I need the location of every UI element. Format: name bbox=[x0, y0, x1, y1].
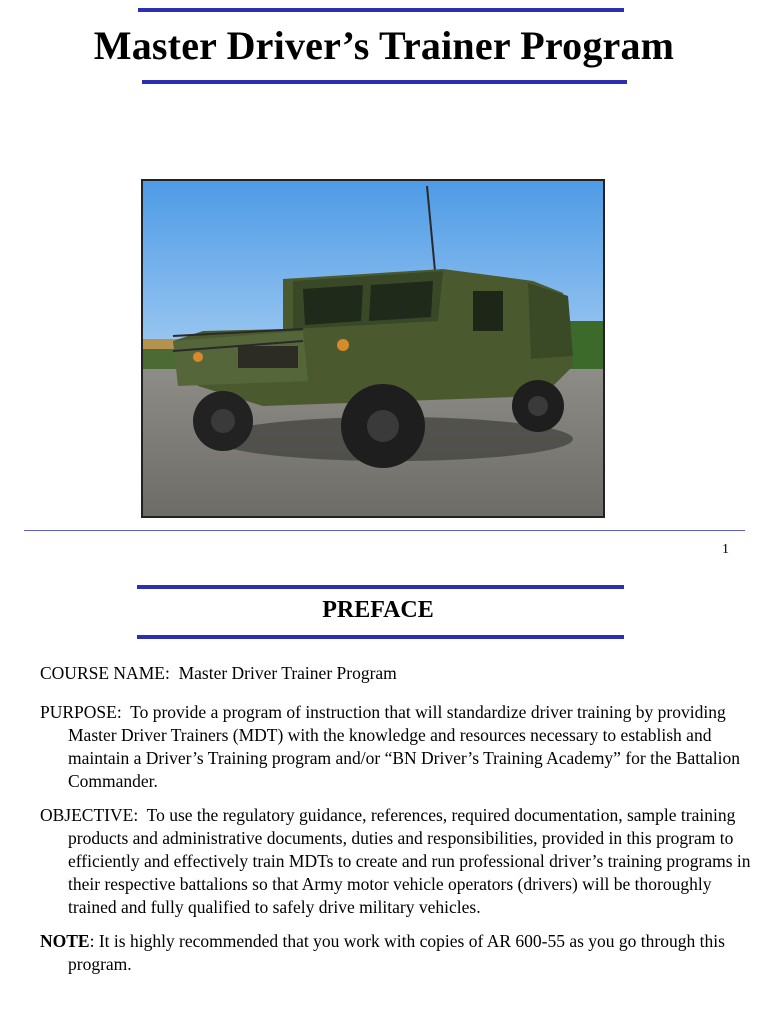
course-name-paragraph bbox=[40, 662, 755, 685]
note-paragraph bbox=[40, 930, 755, 976]
preface-body bbox=[40, 662, 755, 987]
note-text: : It is highly recommended that you work with copies of AR 600-55 as you go through this program. bbox=[68, 931, 725, 974]
course-name-value: Master Driver Trainer Program bbox=[178, 663, 397, 683]
title-bottom-rule bbox=[142, 80, 627, 84]
course-name-label: COURSE NAME: bbox=[40, 663, 170, 683]
objective-label: OBJECTIVE: bbox=[40, 805, 139, 825]
objective-paragraph bbox=[40, 804, 755, 919]
page-divider bbox=[24, 530, 745, 531]
preface-bottom-rule bbox=[137, 635, 624, 639]
purpose-paragraph bbox=[40, 701, 755, 793]
preface-heading: PREFACE bbox=[322, 597, 434, 623]
title-top-rule bbox=[138, 8, 624, 12]
purpose-text: To provide a program of instruction that will standardize driver training by providing Master Driver Trainers (MDT) with the knowledge and resources necessary to establish and maintain a Driver’s Training program and/or “BN Driver’s Training Academy” for the Battalion Commander. bbox=[68, 702, 741, 791]
page-title: Master Driver’s Trainer Program bbox=[93, 23, 675, 68]
note-label: NOTE bbox=[40, 931, 90, 951]
preface-top-rule bbox=[137, 585, 624, 589]
humvee-photo bbox=[141, 179, 605, 518]
purpose-label: PURPOSE: bbox=[40, 702, 122, 722]
page-number: 1 bbox=[722, 542, 729, 557]
objective-text: To use the regulatory guidance, references, required documentation, sample training products and administrative documents, duties and responsibilities, provided in this program to efficiently and effectively train MDTs to create and run professional driver’s training programs in their respective battalions so that Army motor vehicle operators (drivers) will be thoroughly trained and fully qualified to safely drive military vehicles. bbox=[68, 805, 751, 917]
